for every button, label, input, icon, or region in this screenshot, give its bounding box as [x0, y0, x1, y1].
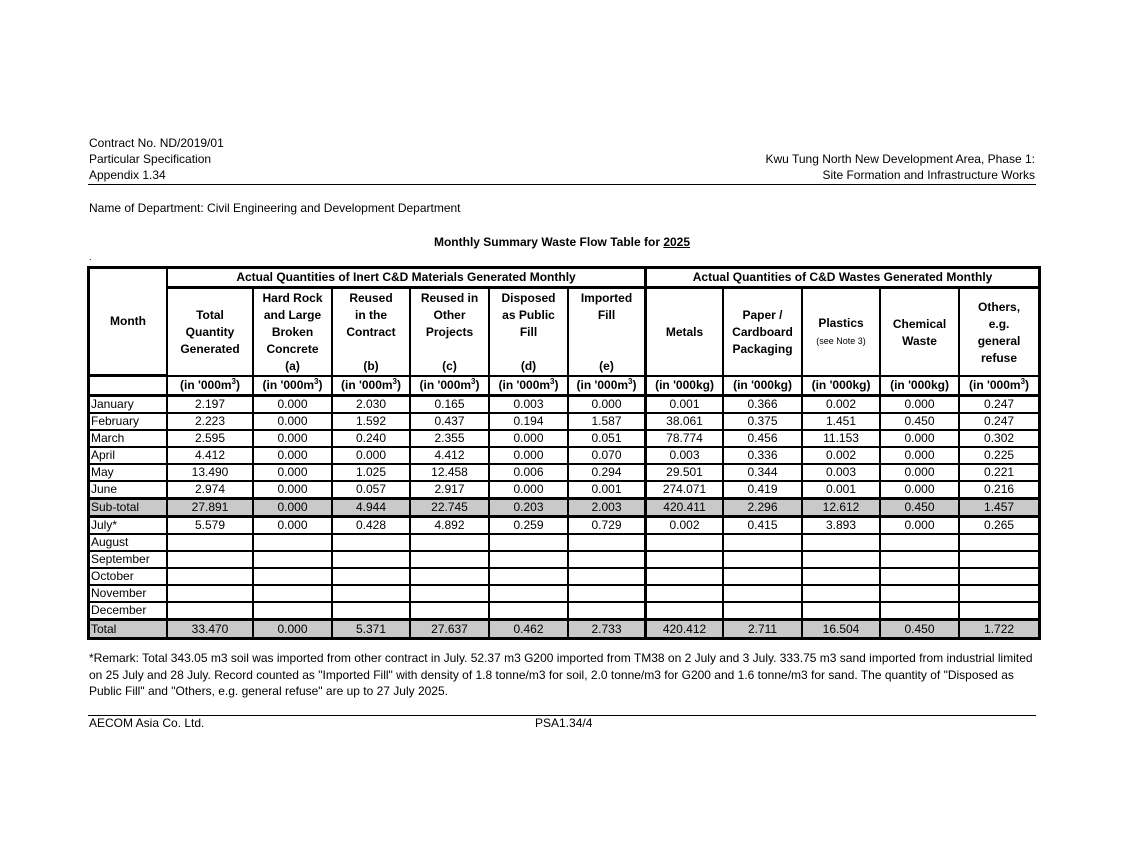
value-cell: 0.216: [959, 481, 1039, 498]
value-cell: 4.412: [410, 447, 489, 464]
value-cell: [802, 568, 880, 585]
unit-cell: (in '000kg): [802, 376, 880, 396]
value-cell: 0.000: [253, 619, 332, 638]
table-row: [89, 413, 1039, 430]
value-cell: [645, 534, 723, 551]
value-cell: 78.774: [645, 430, 723, 447]
value-cell: 0.000: [253, 447, 332, 464]
value-cell: [253, 551, 332, 568]
value-cell: [332, 585, 410, 602]
value-cell: 1.722: [959, 619, 1039, 638]
col-plastics: Plastics (see Note 3): [802, 288, 880, 376]
value-cell: 0.070: [568, 447, 645, 464]
value-cell: 0.000: [489, 481, 568, 498]
column-header-row: [89, 288, 1039, 376]
value-cell: 16.504: [802, 619, 880, 638]
value-cell: 0.003: [802, 464, 880, 481]
value-cell: [802, 602, 880, 619]
table-row: [89, 396, 1039, 413]
department-name: Name of Department: Civil Engineering and Development Department: [89, 201, 461, 215]
unit-cell: (in '000kg): [723, 376, 802, 396]
value-cell: [802, 534, 880, 551]
value-cell: 0.462: [489, 619, 568, 638]
value-cell: [723, 568, 802, 585]
month-header: Month: [89, 268, 167, 376]
value-cell: 2.595: [167, 430, 253, 447]
value-cell: [959, 602, 1039, 619]
value-cell: [880, 534, 959, 551]
value-cell: [410, 602, 489, 619]
unit-cell: (in '$000m^3$): [568, 376, 645, 396]
value-cell: 0.051: [568, 430, 645, 447]
value-cell: [332, 534, 410, 551]
value-cell: 12.458: [410, 464, 489, 481]
col-chemical-waste: Chemical Waste: [880, 288, 959, 376]
value-cell: 0.247: [959, 396, 1039, 413]
value-cell: [645, 585, 723, 602]
value-cell: [167, 534, 253, 551]
month-cell: October: [89, 568, 167, 585]
value-cell: 2.355: [410, 430, 489, 447]
value-cell: 0.003: [489, 396, 568, 413]
value-cell: 0.456: [723, 430, 802, 447]
value-cell: 0.001: [802, 481, 880, 498]
col-reused-contract: Reused in the Contract (b): [332, 288, 410, 376]
table-row: [89, 464, 1039, 481]
value-cell: [167, 568, 253, 585]
project-title-line2: Site Formation and Infrastructure Works: [822, 168, 1035, 182]
value-cell: 11.153: [802, 430, 880, 447]
value-cell: 0.165: [410, 396, 489, 413]
value-cell: [253, 534, 332, 551]
value-cell: [568, 551, 645, 568]
value-cell: [723, 585, 802, 602]
value-cell: 2.711: [723, 619, 802, 638]
value-cell: 0.415: [723, 517, 802, 534]
unit-cell: (in '$000m^3$): [253, 376, 332, 396]
value-cell: 1.457: [959, 498, 1039, 517]
value-cell: [167, 551, 253, 568]
inert-group-header: Actual Quantities of Inert C&D Materials Generated Monthly: [167, 268, 645, 288]
month-cell: September: [89, 551, 167, 568]
unit-cell: (in '000kg): [880, 376, 959, 396]
value-cell: [880, 585, 959, 602]
value-cell: 420.412: [645, 619, 723, 638]
unit-cell: (in '$000m^3$): [959, 376, 1039, 396]
value-cell: [880, 551, 959, 568]
value-cell: 0.344: [723, 464, 802, 481]
value-cell: 2.003: [568, 498, 645, 517]
value-cell: 2.733: [568, 619, 645, 638]
page-reference: PSA1.34/4: [535, 716, 593, 730]
header-left: [89, 135, 224, 183]
col-disposed-public-fill: Disposed as Public Fill (d): [489, 288, 568, 376]
company-name: AECOM Asia Co. Ltd.: [89, 716, 205, 730]
total-row: [89, 619, 1039, 638]
col-paper: Paper / Cardboard Packaging: [723, 288, 802, 376]
contract-number: Contract No. ND/2019/01: [89, 136, 224, 150]
value-cell: 0.000: [253, 517, 332, 534]
value-cell: [253, 585, 332, 602]
value-cell: 2.030: [332, 396, 410, 413]
value-cell: [645, 602, 723, 619]
value-cell: 0.247: [959, 413, 1039, 430]
value-cell: 0.375: [723, 413, 802, 430]
value-cell: 0.194: [489, 413, 568, 430]
month-cell: June: [89, 481, 167, 498]
value-cell: [332, 602, 410, 619]
group-header-row: [89, 268, 1039, 288]
value-cell: 0.419: [723, 481, 802, 498]
project-title-line1: Kwu Tung North New Development Area, Phase 1:: [765, 152, 1035, 166]
value-cell: 0.000: [880, 517, 959, 534]
value-cell: [489, 568, 568, 585]
value-cell: 0.428: [332, 517, 410, 534]
value-cell: 38.061: [645, 413, 723, 430]
value-cell: 12.612: [802, 498, 880, 517]
table-row: [89, 481, 1039, 498]
value-cell: 0.002: [802, 447, 880, 464]
value-cell: 0.366: [723, 396, 802, 413]
table-row: [89, 517, 1039, 534]
table-row: [89, 534, 1039, 551]
unit-cell: (in '$000m^3$): [332, 376, 410, 396]
header-divider: [88, 184, 1036, 185]
value-cell: [253, 568, 332, 585]
table-row: [89, 430, 1039, 447]
value-cell: 1.025: [332, 464, 410, 481]
value-cell: 0.000: [253, 413, 332, 430]
value-cell: [959, 551, 1039, 568]
value-cell: [802, 585, 880, 602]
value-cell: 0.000: [489, 430, 568, 447]
value-cell: [568, 534, 645, 551]
value-cell: [167, 585, 253, 602]
col-hard-rock: Hard Rock and Large Broken Concrete (a): [253, 288, 332, 376]
value-cell: [410, 568, 489, 585]
value-cell: [568, 602, 645, 619]
header-right: [766, 151, 1035, 183]
col-reused-other: Reused in Other Projects (c): [410, 288, 489, 376]
value-cell: [253, 602, 332, 619]
value-cell: 27.637: [410, 619, 489, 638]
value-cell: 0.000: [880, 396, 959, 413]
value-cell: 0.302: [959, 430, 1039, 447]
value-cell: 1.451: [802, 413, 880, 430]
units-row: [89, 376, 1039, 396]
value-cell: 0.221: [959, 464, 1039, 481]
month-cell: July*: [89, 517, 167, 534]
month-cell: January: [89, 396, 167, 413]
title-text: Monthly Summary Waste Flow Table for: [433, 235, 664, 249]
col-metals: Metals: [645, 288, 723, 376]
value-cell: 0.729: [568, 517, 645, 534]
value-cell: 2.223: [167, 413, 253, 430]
value-cell: [489, 585, 568, 602]
value-cell: 0.240: [332, 430, 410, 447]
subtotal-row: [89, 498, 1039, 517]
value-cell: 0.450: [880, 498, 959, 517]
value-cell: 420.411: [645, 498, 723, 517]
title-year: 2025: [663, 235, 691, 249]
value-cell: [723, 551, 802, 568]
value-cell: 0.006: [489, 464, 568, 481]
value-cell: 0.000: [880, 430, 959, 447]
value-cell: 0.294: [568, 464, 645, 481]
value-cell: [489, 534, 568, 551]
month-cell: Total: [89, 619, 167, 638]
value-cell: 0.000: [332, 447, 410, 464]
value-cell: 2.296: [723, 498, 802, 517]
value-cell: [959, 585, 1039, 602]
wastes-group-header: Actual Quantities of C&D Wastes Generated Monthly: [645, 268, 1039, 288]
value-cell: 0.000: [253, 481, 332, 498]
value-cell: 2.974: [167, 481, 253, 498]
month-cell: Sub-total: [89, 498, 167, 517]
units-month-blank: [89, 376, 167, 396]
value-cell: 274.071: [645, 481, 723, 498]
month-cell: August: [89, 534, 167, 551]
waste-flow-table: [87, 266, 1041, 640]
value-cell: 0.000: [568, 396, 645, 413]
value-cell: [410, 585, 489, 602]
value-cell: 0.000: [253, 464, 332, 481]
value-cell: 1.592: [332, 413, 410, 430]
value-cell: [568, 568, 645, 585]
value-cell: 0.203: [489, 498, 568, 517]
value-cell: 0.000: [253, 498, 332, 517]
value-cell: [645, 551, 723, 568]
value-cell: [332, 551, 410, 568]
unit-cell: (in '$000m^3$): [167, 376, 253, 396]
value-cell: [723, 534, 802, 551]
value-cell: 2.197: [167, 396, 253, 413]
value-cell: [880, 568, 959, 585]
value-cell: [489, 602, 568, 619]
value-cell: [723, 602, 802, 619]
plastics-note: (see Note 3): [816, 336, 866, 346]
month-cell: April: [89, 447, 167, 464]
value-cell: [332, 568, 410, 585]
value-cell: [959, 568, 1039, 585]
value-cell: 5.579: [167, 517, 253, 534]
value-cell: 0.003: [645, 447, 723, 464]
month-cell: February: [89, 413, 167, 430]
value-cell: 0.000: [253, 396, 332, 413]
value-cell: 4.944: [332, 498, 410, 517]
value-cell: [410, 534, 489, 551]
month-cell: March: [89, 430, 167, 447]
value-cell: 0.450: [880, 619, 959, 638]
table-row: [89, 447, 1039, 464]
month-cell: November: [89, 585, 167, 602]
value-cell: 0.000: [880, 464, 959, 481]
value-cell: 4.892: [410, 517, 489, 534]
col-imported-fill: Imported Fill (e): [568, 288, 645, 376]
value-cell: 0.002: [645, 517, 723, 534]
value-cell: [880, 602, 959, 619]
value-cell: [167, 602, 253, 619]
value-cell: [802, 551, 880, 568]
value-cell: 4.412: [167, 447, 253, 464]
table-row: [89, 585, 1039, 602]
table-row: [89, 551, 1039, 568]
value-cell: [959, 534, 1039, 551]
unit-cell: (in '000kg): [645, 376, 723, 396]
value-cell: 1.587: [568, 413, 645, 430]
page-title: [0, 235, 1124, 249]
value-cell: 0.001: [645, 396, 723, 413]
value-cell: 29.501: [645, 464, 723, 481]
value-cell: 0.265: [959, 517, 1039, 534]
specification-label: Particular Specification: [89, 152, 212, 166]
value-cell: 33.470: [167, 619, 253, 638]
unit-cell: (in '$000m^3$): [489, 376, 568, 396]
value-cell: 0.000: [253, 430, 332, 447]
month-cell: December: [89, 602, 167, 619]
value-cell: 0.057: [332, 481, 410, 498]
value-cell: 0.225: [959, 447, 1039, 464]
table-body: [89, 396, 1039, 638]
value-cell: 5.371: [332, 619, 410, 638]
dot-mark: .: [89, 252, 92, 262]
value-cell: 0.000: [489, 447, 568, 464]
value-cell: 3.893: [802, 517, 880, 534]
appendix-label: Appendix 1.34: [89, 168, 166, 182]
value-cell: 0.001: [568, 481, 645, 498]
value-cell: 22.745: [410, 498, 489, 517]
value-cell: 0.000: [880, 481, 959, 498]
value-cell: 0.002: [802, 396, 880, 413]
value-cell: 0.437: [410, 413, 489, 430]
value-cell: [410, 551, 489, 568]
value-cell: 0.450: [880, 413, 959, 430]
remark-note: *Remark: Total 343.05 m3 soil was imported from other contract in July. 52.37 m3 G200 imported from TM38 on 2 July and 3 July. 333.75 m3 sand imported from industrial limited on 25 July and 28 July. Record counted as "Imported Fill" with density of 1.8 tonne/m3 for soil, 2.0 tonne/m3 for G200 and 1.6 tonne/m3 for sand. The quantity of "Disposed as Public Fill" and "Others, e.g. general refuse" are up to 27 July 2025.: [89, 651, 1033, 698]
col-total-quantity: Total Quantity Generated: [167, 288, 253, 376]
value-cell: [489, 551, 568, 568]
value-cell: 0.259: [489, 517, 568, 534]
value-cell: 2.917: [410, 481, 489, 498]
table-row: [89, 602, 1039, 619]
value-cell: 27.891: [167, 498, 253, 517]
value-cell: 0.000: [880, 447, 959, 464]
table-row: [89, 568, 1039, 585]
value-cell: 0.336: [723, 447, 802, 464]
value-cell: 13.490: [167, 464, 253, 481]
col-others: Others, e.g. general refuse: [959, 288, 1039, 376]
unit-cell: (in '$000m^3$): [410, 376, 489, 396]
value-cell: [568, 585, 645, 602]
month-cell: May: [89, 464, 167, 481]
value-cell: [645, 568, 723, 585]
